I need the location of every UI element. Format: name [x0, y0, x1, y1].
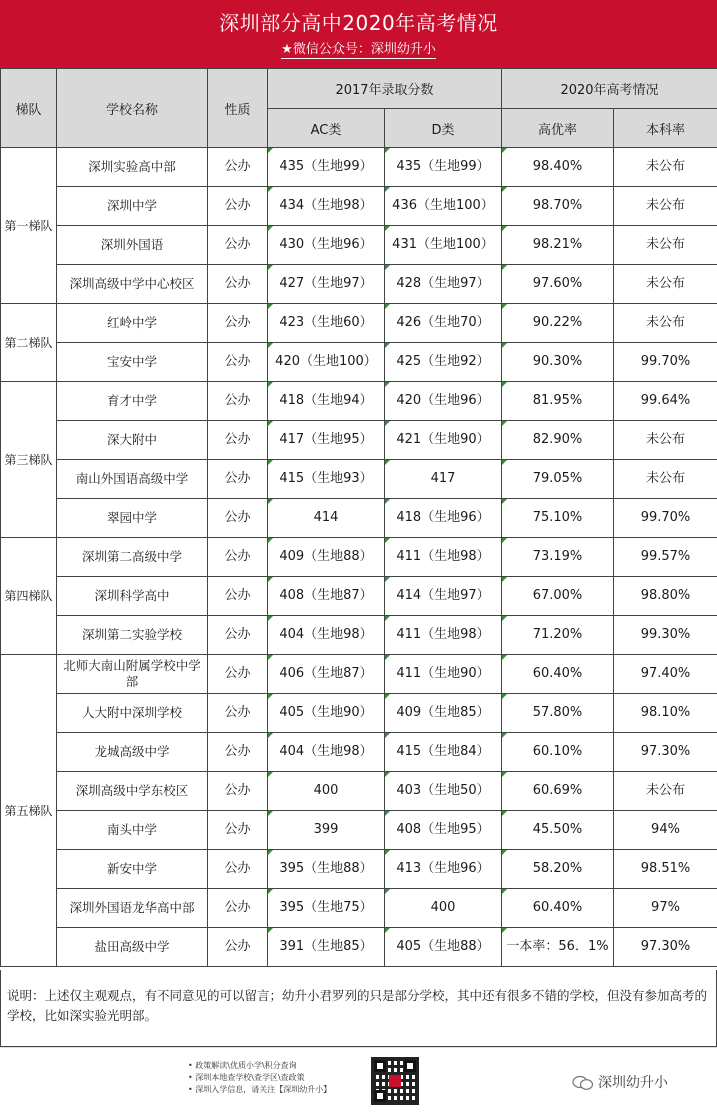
table-row	[1, 733, 717, 772]
score-d: 411（生地98）	[385, 616, 502, 655]
school-type: 公办	[208, 265, 268, 304]
col-tier: 梯队	[1, 69, 57, 148]
school-type: 公办	[208, 343, 268, 382]
school-name: 翠园中学	[57, 499, 208, 538]
col-exam-2020: 2020年高考情况	[502, 69, 717, 109]
undergrad-rate: 未公布	[614, 187, 717, 226]
school-name: 南山外国语高级中学	[57, 460, 208, 499]
score-d: 403（生地50）	[385, 772, 502, 811]
score-ac: 404（生地98）	[268, 733, 385, 772]
table-row	[1, 694, 717, 733]
school-name: 深圳科学高中	[57, 577, 208, 616]
score-d: 436（生地100）	[385, 187, 502, 226]
excellent-rate: 60.40%	[502, 655, 614, 694]
score-ac: 404（生地98）	[268, 616, 385, 655]
school-name: 深圳外国语龙华高中部	[57, 889, 208, 928]
score-d: 425（生地92）	[385, 343, 502, 382]
school-type: 公办	[208, 382, 268, 421]
school-name: 深圳第二高级中学	[57, 538, 208, 577]
score-d: 418（生地96）	[385, 499, 502, 538]
subtitle-link[interactable]: ★微信公众号：深圳幼升小	[281, 42, 436, 59]
score-ac: 417（生地95）	[268, 421, 385, 460]
school-type: 公办	[208, 538, 268, 577]
table-row	[1, 577, 717, 616]
school-name: 深圳实验高中部	[57, 148, 208, 187]
excellent-rate: 90.30%	[502, 343, 614, 382]
col-score-2017: 2017年录取分数	[268, 69, 502, 109]
table-row	[1, 226, 717, 265]
school-type: 公办	[208, 694, 268, 733]
school-name: 深圳外国语	[57, 226, 208, 265]
page-header	[0, 0, 717, 68]
table-row	[1, 304, 717, 343]
score-ac: 414	[268, 499, 385, 538]
school-name: 盐田高级中学	[57, 928, 208, 967]
table-row	[1, 265, 717, 304]
school-name: 北师大南山附属学校中学部	[57, 655, 208, 694]
undergrad-rate: 98.10%	[614, 694, 717, 733]
score-ac: 395（生地75）	[268, 889, 385, 928]
excellent-rate: 67.00%	[502, 577, 614, 616]
excellent-rate: 75.10%	[502, 499, 614, 538]
school-name: 龙城高级中学	[57, 733, 208, 772]
score-ac: 395（生地88）	[268, 850, 385, 889]
table-row	[1, 460, 717, 499]
score-d: 411（生地90）	[385, 655, 502, 694]
undergrad-rate: 未公布	[614, 460, 717, 499]
undergrad-rate: 97%	[614, 889, 717, 928]
score-ac: 406（生地87）	[268, 655, 385, 694]
wechat-icon	[572, 1075, 594, 1091]
table-row	[1, 187, 717, 226]
excellent-rate: 58.20%	[502, 850, 614, 889]
score-ac: 400	[268, 772, 385, 811]
excellent-rate: 60.10%	[502, 733, 614, 772]
undergrad-rate: 未公布	[614, 421, 717, 460]
undergrad-rate: 99.64%	[614, 382, 717, 421]
undergrad-rate: 未公布	[614, 265, 717, 304]
score-d: 413（生地96）	[385, 850, 502, 889]
school-type: 公办	[208, 226, 268, 265]
table-row	[1, 538, 717, 577]
score-d: 431（生地100）	[385, 226, 502, 265]
table-row	[1, 148, 717, 187]
footer-link[interactable]: • 深圳入学信息，请关注【深圳幼升小】	[188, 1084, 331, 1096]
score-ac: 430（生地96）	[268, 226, 385, 265]
score-d: 409（生地85）	[385, 694, 502, 733]
school-name: 深圳第二实验学校	[57, 616, 208, 655]
note-text: 说明：上述仅主观观点，有不同意见的可以留言；幼升小君罗列的只是部分学校，其中还有很多不错的学校，但没有参加高考的学校，比如深实验光明部。	[0, 970, 717, 1047]
score-d: 421（生地90）	[385, 421, 502, 460]
tier-label: 第三梯队	[1, 382, 57, 538]
brand-name: 深圳幼升小	[598, 1075, 668, 1091]
undergrad-rate: 未公布	[614, 148, 717, 187]
score-d: 411（生地98）	[385, 538, 502, 577]
score-d: 405（生地88）	[385, 928, 502, 967]
table-row	[1, 343, 717, 382]
score-d: 414（生地97）	[385, 577, 502, 616]
table-row	[1, 772, 717, 811]
excellent-rate: 79.05%	[502, 460, 614, 499]
school-name: 新安中学	[57, 850, 208, 889]
school-name: 人大附中深圳学校	[57, 694, 208, 733]
excellent-rate: 97.60%	[502, 265, 614, 304]
score-ac: 427（生地97）	[268, 265, 385, 304]
footer	[0, 1047, 717, 1115]
table-row	[1, 499, 717, 538]
school-name: 宝安中学	[57, 343, 208, 382]
qr-code-icon[interactable]	[371, 1057, 419, 1105]
undergrad-rate: 99.57%	[614, 538, 717, 577]
school-type: 公办	[208, 733, 268, 772]
tier-label: 第一梯队	[1, 148, 57, 304]
col-ac: AC类	[268, 109, 385, 148]
undergrad-rate: 97.30%	[614, 928, 717, 967]
score-ac: 423（生地60）	[268, 304, 385, 343]
table-row	[1, 382, 717, 421]
score-ac: 409（生地88）	[268, 538, 385, 577]
table-row	[1, 421, 717, 460]
score-ac: 399	[268, 811, 385, 850]
table-body	[1, 148, 717, 967]
score-d: 420（生地96）	[385, 382, 502, 421]
score-d: 417	[385, 460, 502, 499]
school-name: 红岭中学	[57, 304, 208, 343]
excellent-rate: 82.90%	[502, 421, 614, 460]
school-type: 公办	[208, 460, 268, 499]
page-subtitle	[0, 42, 717, 58]
undergrad-rate: 未公布	[614, 772, 717, 811]
undergrad-rate: 98.51%	[614, 850, 717, 889]
table-row	[1, 655, 717, 694]
score-ac: 391（生地85）	[268, 928, 385, 967]
undergrad-rate: 94%	[614, 811, 717, 850]
undergrad-rate: 99.70%	[614, 499, 717, 538]
table-row	[1, 928, 717, 967]
col-excellent: 高优率	[502, 109, 614, 148]
col-undergrad: 本科率	[614, 109, 717, 148]
undergrad-rate: 未公布	[614, 226, 717, 265]
footer-link[interactable]: • 深圳本地查学校\查学区\查政策	[188, 1072, 331, 1084]
score-ac: 408（生地87）	[268, 577, 385, 616]
excellent-rate: 98.40%	[502, 148, 614, 187]
undergrad-rate: 99.30%	[614, 616, 717, 655]
score-ac: 418（生地94）	[268, 382, 385, 421]
school-type: 公办	[208, 928, 268, 967]
school-type: 公办	[208, 148, 268, 187]
score-table	[0, 68, 717, 967]
score-d: 426（生地70）	[385, 304, 502, 343]
tier-label: 第五梯队	[1, 655, 57, 967]
school-type: 公办	[208, 655, 268, 694]
score-ac: 405（生地90）	[268, 694, 385, 733]
undergrad-rate: 97.30%	[614, 733, 717, 772]
excellent-rate: 98.21%	[502, 226, 614, 265]
school-type: 公办	[208, 421, 268, 460]
undergrad-rate: 未公布	[614, 304, 717, 343]
school-type: 公办	[208, 499, 268, 538]
page-title: 深圳部分高中2020年高考情况	[0, 0, 717, 34]
school-name: 南头中学	[57, 811, 208, 850]
school-name: 深大附中	[57, 421, 208, 460]
col-d: D类	[385, 109, 502, 148]
excellent-rate: 60.69%	[502, 772, 614, 811]
excellent-rate: 98.70%	[502, 187, 614, 226]
tier-label: 第四梯队	[1, 538, 57, 655]
col-school: 学校名称	[57, 69, 208, 148]
score-d: 400	[385, 889, 502, 928]
score-d: 415（生地84）	[385, 733, 502, 772]
undergrad-rate: 98.80%	[614, 577, 717, 616]
school-type: 公办	[208, 187, 268, 226]
school-name: 深圳中学	[57, 187, 208, 226]
excellent-rate: 90.22%	[502, 304, 614, 343]
excellent-rate: 60.40%	[502, 889, 614, 928]
excellent-rate: 81.95%	[502, 382, 614, 421]
footer-link[interactable]: • 政策解读\优质小学\积分查询	[188, 1060, 331, 1072]
undergrad-rate: 99.70%	[614, 343, 717, 382]
school-name: 育才中学	[57, 382, 208, 421]
school-type: 公办	[208, 889, 268, 928]
footer-links	[188, 1060, 331, 1096]
excellent-rate: 71.20%	[502, 616, 614, 655]
school-type: 公办	[208, 304, 268, 343]
excellent-rate: 一本率：56．1%	[502, 928, 614, 967]
tier-label: 第二梯队	[1, 304, 57, 382]
score-d: 428（生地97）	[385, 265, 502, 304]
excellent-rate: 57.80%	[502, 694, 614, 733]
table-row	[1, 850, 717, 889]
school-type: 公办	[208, 850, 268, 889]
score-ac: 434（生地98）	[268, 187, 385, 226]
score-d: 435（生地99）	[385, 148, 502, 187]
col-type: 性质	[208, 69, 268, 148]
school-type: 公办	[208, 772, 268, 811]
score-d: 408（生地95）	[385, 811, 502, 850]
brand[interactable]	[572, 1072, 668, 1092]
table-row	[1, 811, 717, 850]
table-row	[1, 889, 717, 928]
school-type: 公办	[208, 811, 268, 850]
excellent-rate: 45.50%	[502, 811, 614, 850]
school-type: 公办	[208, 616, 268, 655]
school-name: 深圳高级中学中心校区	[57, 265, 208, 304]
score-ac: 420（生地100）	[268, 343, 385, 382]
undergrad-rate: 97.40%	[614, 655, 717, 694]
excellent-rate: 73.19%	[502, 538, 614, 577]
score-ac: 435（生地99）	[268, 148, 385, 187]
table-row	[1, 616, 717, 655]
score-ac: 415（生地93）	[268, 460, 385, 499]
school-type: 公办	[208, 577, 268, 616]
school-name: 深圳高级中学东校区	[57, 772, 208, 811]
